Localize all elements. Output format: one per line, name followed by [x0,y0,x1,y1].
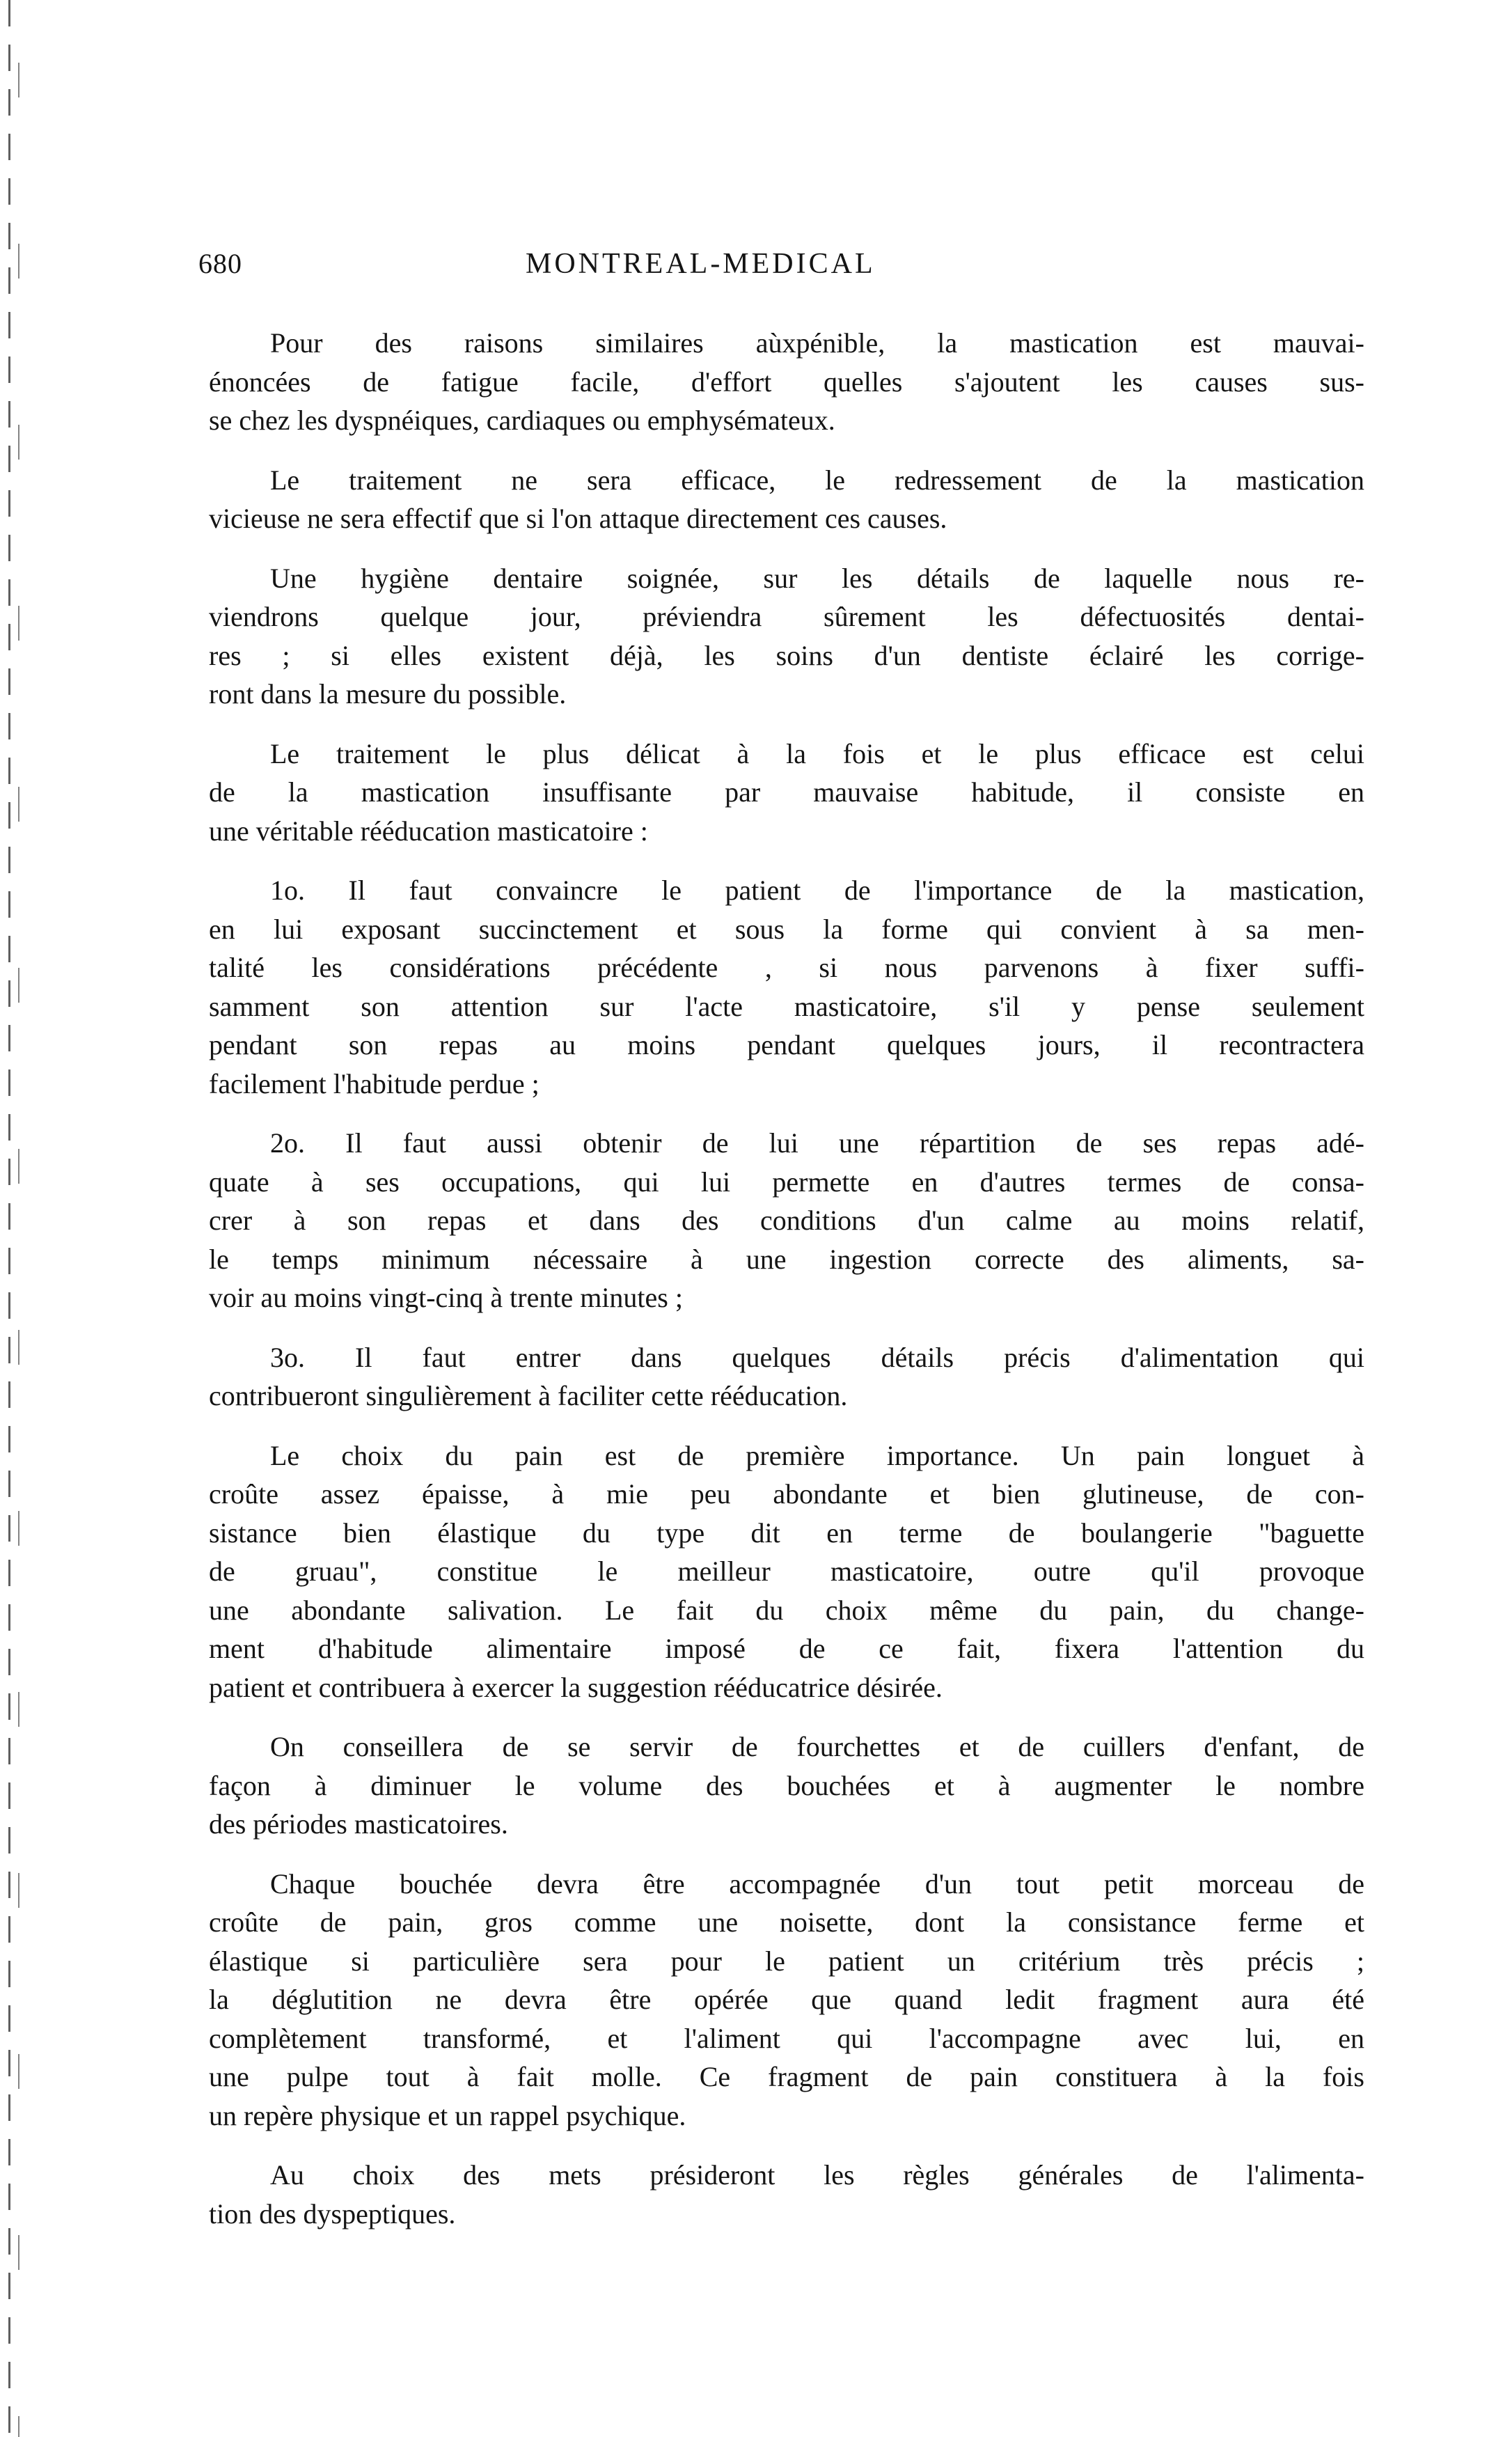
text-line: facilement l'habitude perdue ; [209,1067,540,1099]
text-line: viendrons quelque jour, préviendra sûrement les défectuosités dentai- [209,601,1364,632]
text-line: tion des dyspeptiques. [209,2197,456,2230]
text-line: 1o. Il faut convaincre le patient de l'importance de la mastication, [270,875,1364,906]
text-line: la déglutition ne devra être opérée que quand ledit fragment aura été [209,1984,1364,2015]
text-line: une véritable rééducation masticatoire : [209,815,648,847]
paragraph [209,324,1364,440]
text-line: une abondante salivation. Le fait du choix même du pain, du change- [209,1594,1364,1626]
binding-edge-mark-secondary [18,0,19,2437]
text-line: Le choix du pain est de première importance. Un pain longuet à [270,1439,1364,1471]
text-line: pendant son repas au moins pendant quelques jours, il recontractera [209,1029,1364,1060]
paragraph [209,461,1364,538]
text-line: de la mastication insuffisante par mauvaise habitude, il consiste en [209,776,1364,808]
text-line: Pour des raisons similaires aùxpénible, la mastication est mauvai- [270,327,1364,359]
text-line: élastique si particulière sera pour le patient un critérium très précis ; [209,1945,1364,1977]
text-line: talité les considérations précédente , si nous parvenons à fixer suffi- [209,952,1364,983]
text-line: 3o. Il faut entrer dans quelques détails précis d'alimentation qui [270,1341,1364,1373]
text-line: en lui exposant succinctement et sous la forme qui convient à sa men- [209,913,1364,945]
body-text [209,324,1364,2254]
text-line: se chez les dyspnéiques, cardiaques ou emphysémateux. [209,405,835,436]
binding-edge-mark [8,0,10,2437]
paragraph [209,559,1364,714]
text-line: de gruau", constitue le meilleur masticatoire, outre qu'il provoque [209,1556,1364,1587]
paragraph [209,735,1364,851]
text-line: Une hygiène dentaire soignée, sur les détails de laquelle nous re- [270,562,1364,594]
text-line: voir au moins vingt-cinq à trente minutes ; [209,1282,683,1313]
text-line: Au choix des mets présideront les règles générales de l'alimenta- [270,2159,1364,2191]
text-line: samment son attention sur l'acte masticatoire, s'il y pense seulement [209,990,1364,1022]
text-line: vicieuse ne sera effectif que si l'on attaque directement ces causes. [209,503,947,534]
paragraph [209,2156,1364,2233]
page-number: 680 [198,248,242,279]
text-line: un repère physique et un rappel psychique. [209,2099,686,2131]
text-line: patient et contribuera à exercer la suggestion rééducatrice désirée. [209,1671,943,1703]
text-line: complètement transformé, et l'aliment qui l'accompagne avec lui, en [209,2022,1364,2054]
text-line: crer à son repas et dans des conditions d'un calme au moins relatif, [209,1205,1364,1236]
page-header [198,247,1364,289]
text-line: des périodes masticatoires. [209,1808,508,1840]
text-line: On conseillera de se servir de fourchettes et de cuillers d'enfant, de [270,1731,1364,1762]
paragraph [209,1865,1364,2136]
paragraph [209,1436,1364,1707]
paragraph [209,1338,1364,1416]
text-line: Le traitement ne sera efficace, le redressement de la mastication [270,464,1364,496]
text-line: 2o. Il faut aussi obtenir de lui une répartition de ses repas adé- [270,1127,1364,1159]
text-line: ront dans la mesure du possible. [209,678,567,710]
text-line: ment d'habitude alimentaire imposé de ce fait, fixera l'attention du [209,1633,1364,1664]
text-line: le temps minimum nécessaire à une ingestion correcte des aliments, sa- [209,1243,1364,1275]
paragraph [209,1727,1364,1844]
text-line: sistance bien élastique du type dit en terme de boulangerie "baguette [209,1517,1364,1549]
text-line: croûte assez épaisse, à mie peu abondante et bien glutineuse, de con- [209,1478,1364,1510]
paragraph [209,871,1364,1103]
text-line: Le traitement le plus délicat à la fois et le plus efficace est celui [270,737,1364,769]
text-line: quate à ses occupations, qui lui permette en d'autres termes de consa- [209,1166,1364,1198]
text-line: énoncées de fatigue facile, d'effort quelles s'ajoutent les causes sus- [209,366,1364,398]
text-line: res ; si elles existent déjà, les soins d'un dentiste éclairé les corrige- [209,639,1364,671]
text-line: contribueront singulièrement à faciliter cette rééducation. [209,1380,848,1411]
text-line: une pulpe tout à fait molle. Ce fragment de pain constituera à la fois [209,2061,1364,2092]
text-line: Chaque bouchée devra être accompagnée d'un tout petit morceau de [270,1867,1364,1899]
running-title: MONTREAL-MEDICAL [526,248,876,280]
text-line: croûte de pain, gros comme une noisette, dont la consistance ferme et [209,1906,1364,1938]
text-line: façon à diminuer le volume des bouchées et à augmenter le nombre [209,1769,1364,1801]
paragraph [209,1124,1364,1317]
